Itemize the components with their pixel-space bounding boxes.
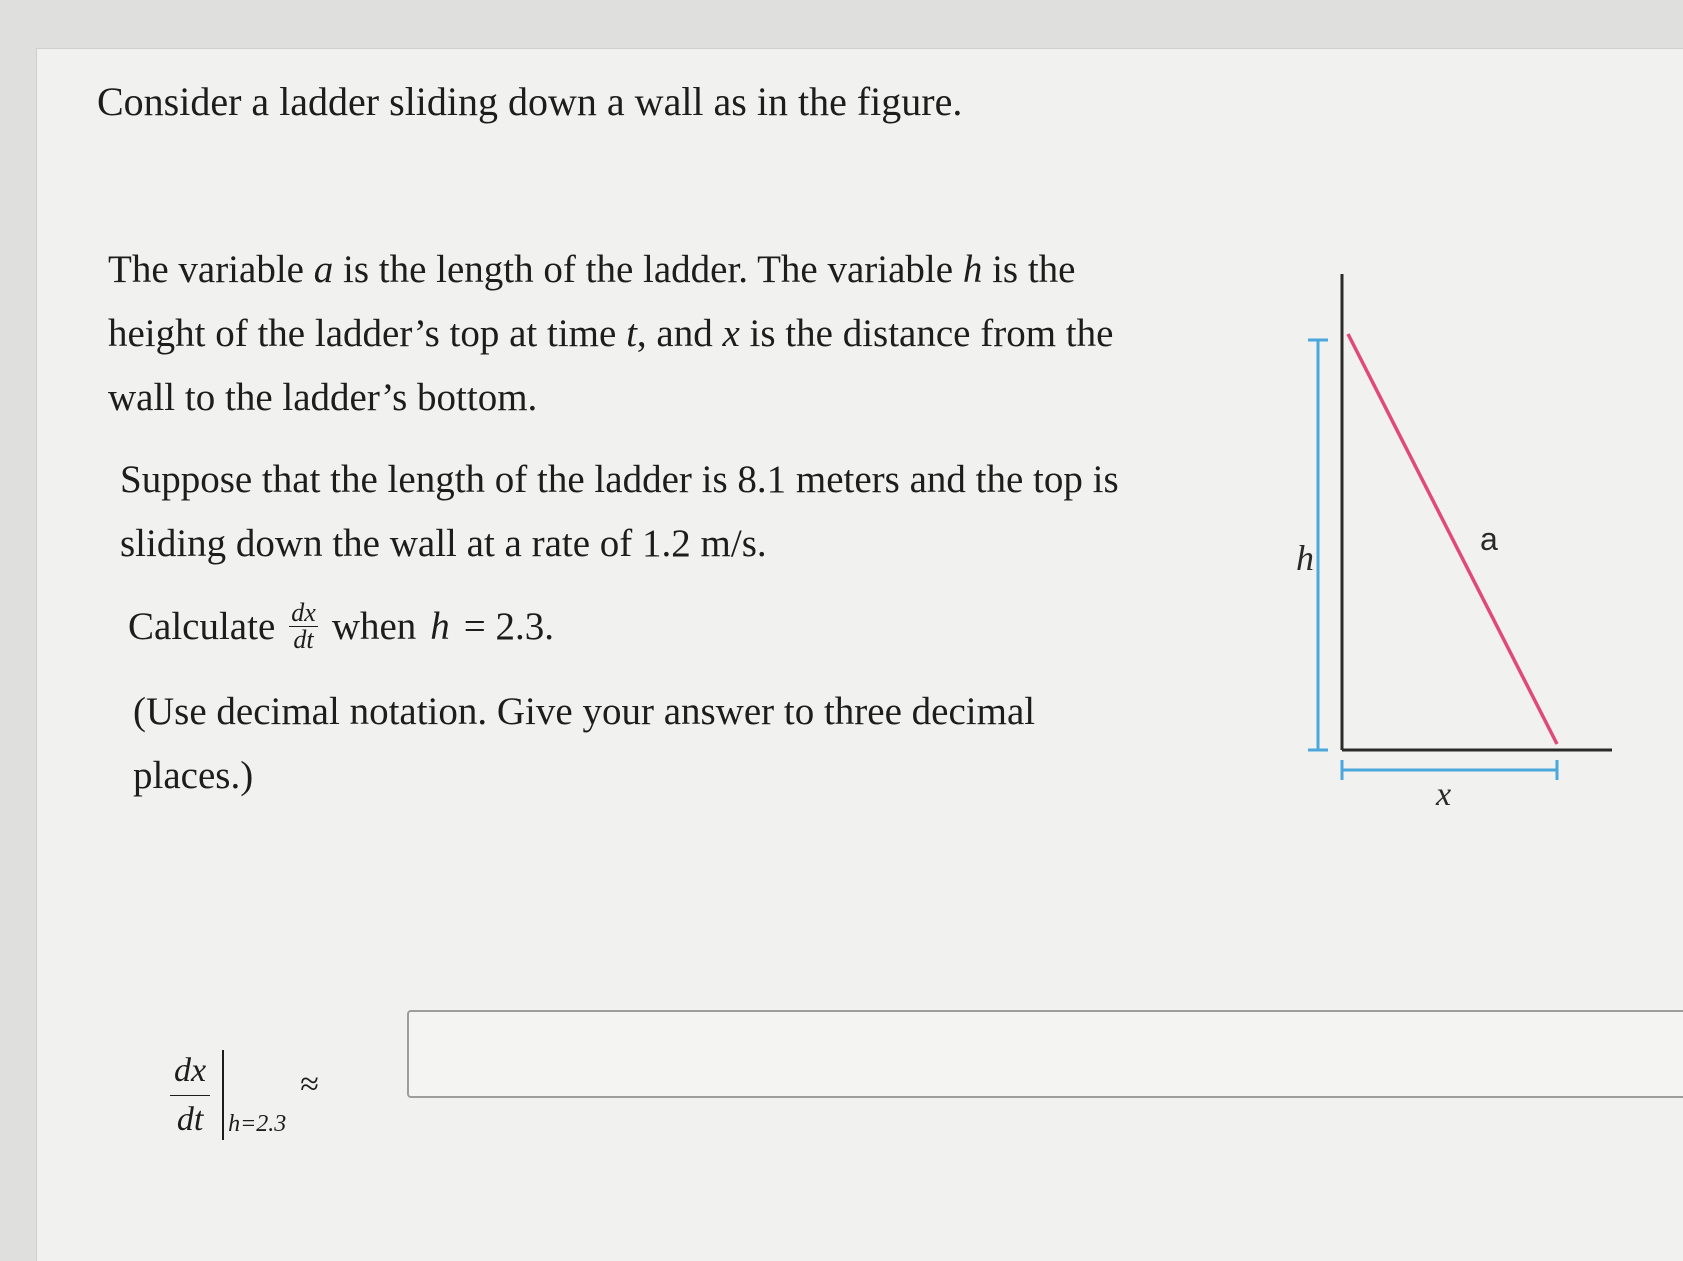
var-h: h [962,248,983,291]
given-values-text: Suppose that the length of the ladder is 8.1 meters and the top is sliding down the wall at a rate of 1.2 m/s. [120,458,1119,565]
evaluation-bar [222,1050,224,1140]
var-t: t [626,312,637,355]
ladder-line [1348,334,1557,744]
answer-expression [170,1050,319,1140]
dx-dt-fraction: $\frac{dx}{dt}$ [291,598,316,654]
evaluation-subscript: h=2.3 [228,1111,287,1137]
label-a: a [1480,521,1498,557]
ladder-figure [1260,260,1620,820]
answer-input[interactable] [407,1010,1683,1098]
answer-fraction: $\frac{dx}{dt}$ [170,1051,210,1140]
intro-text: Consider a ladder sliding down a wall as in the figure. [97,79,963,124]
label-x: x [1436,776,1452,813]
label-h: h [1296,538,1314,578]
approx-symbol: ≈ [300,1066,319,1103]
var-x: x [722,312,740,355]
calculate-prompt: Calculate $\frac{dx}{dt}$ when h = 2.3. [128,598,555,654]
variables-description: The variable a is the length of the ladder. The variable h is the height of the ladder’s top at time t, and x is the distance from the wall to the ladder’s bottom. [108,248,1114,419]
instructions-note: (Use decimal notation. Give your answer to three decimal places.) [133,690,1036,797]
var-a: a [313,248,334,291]
